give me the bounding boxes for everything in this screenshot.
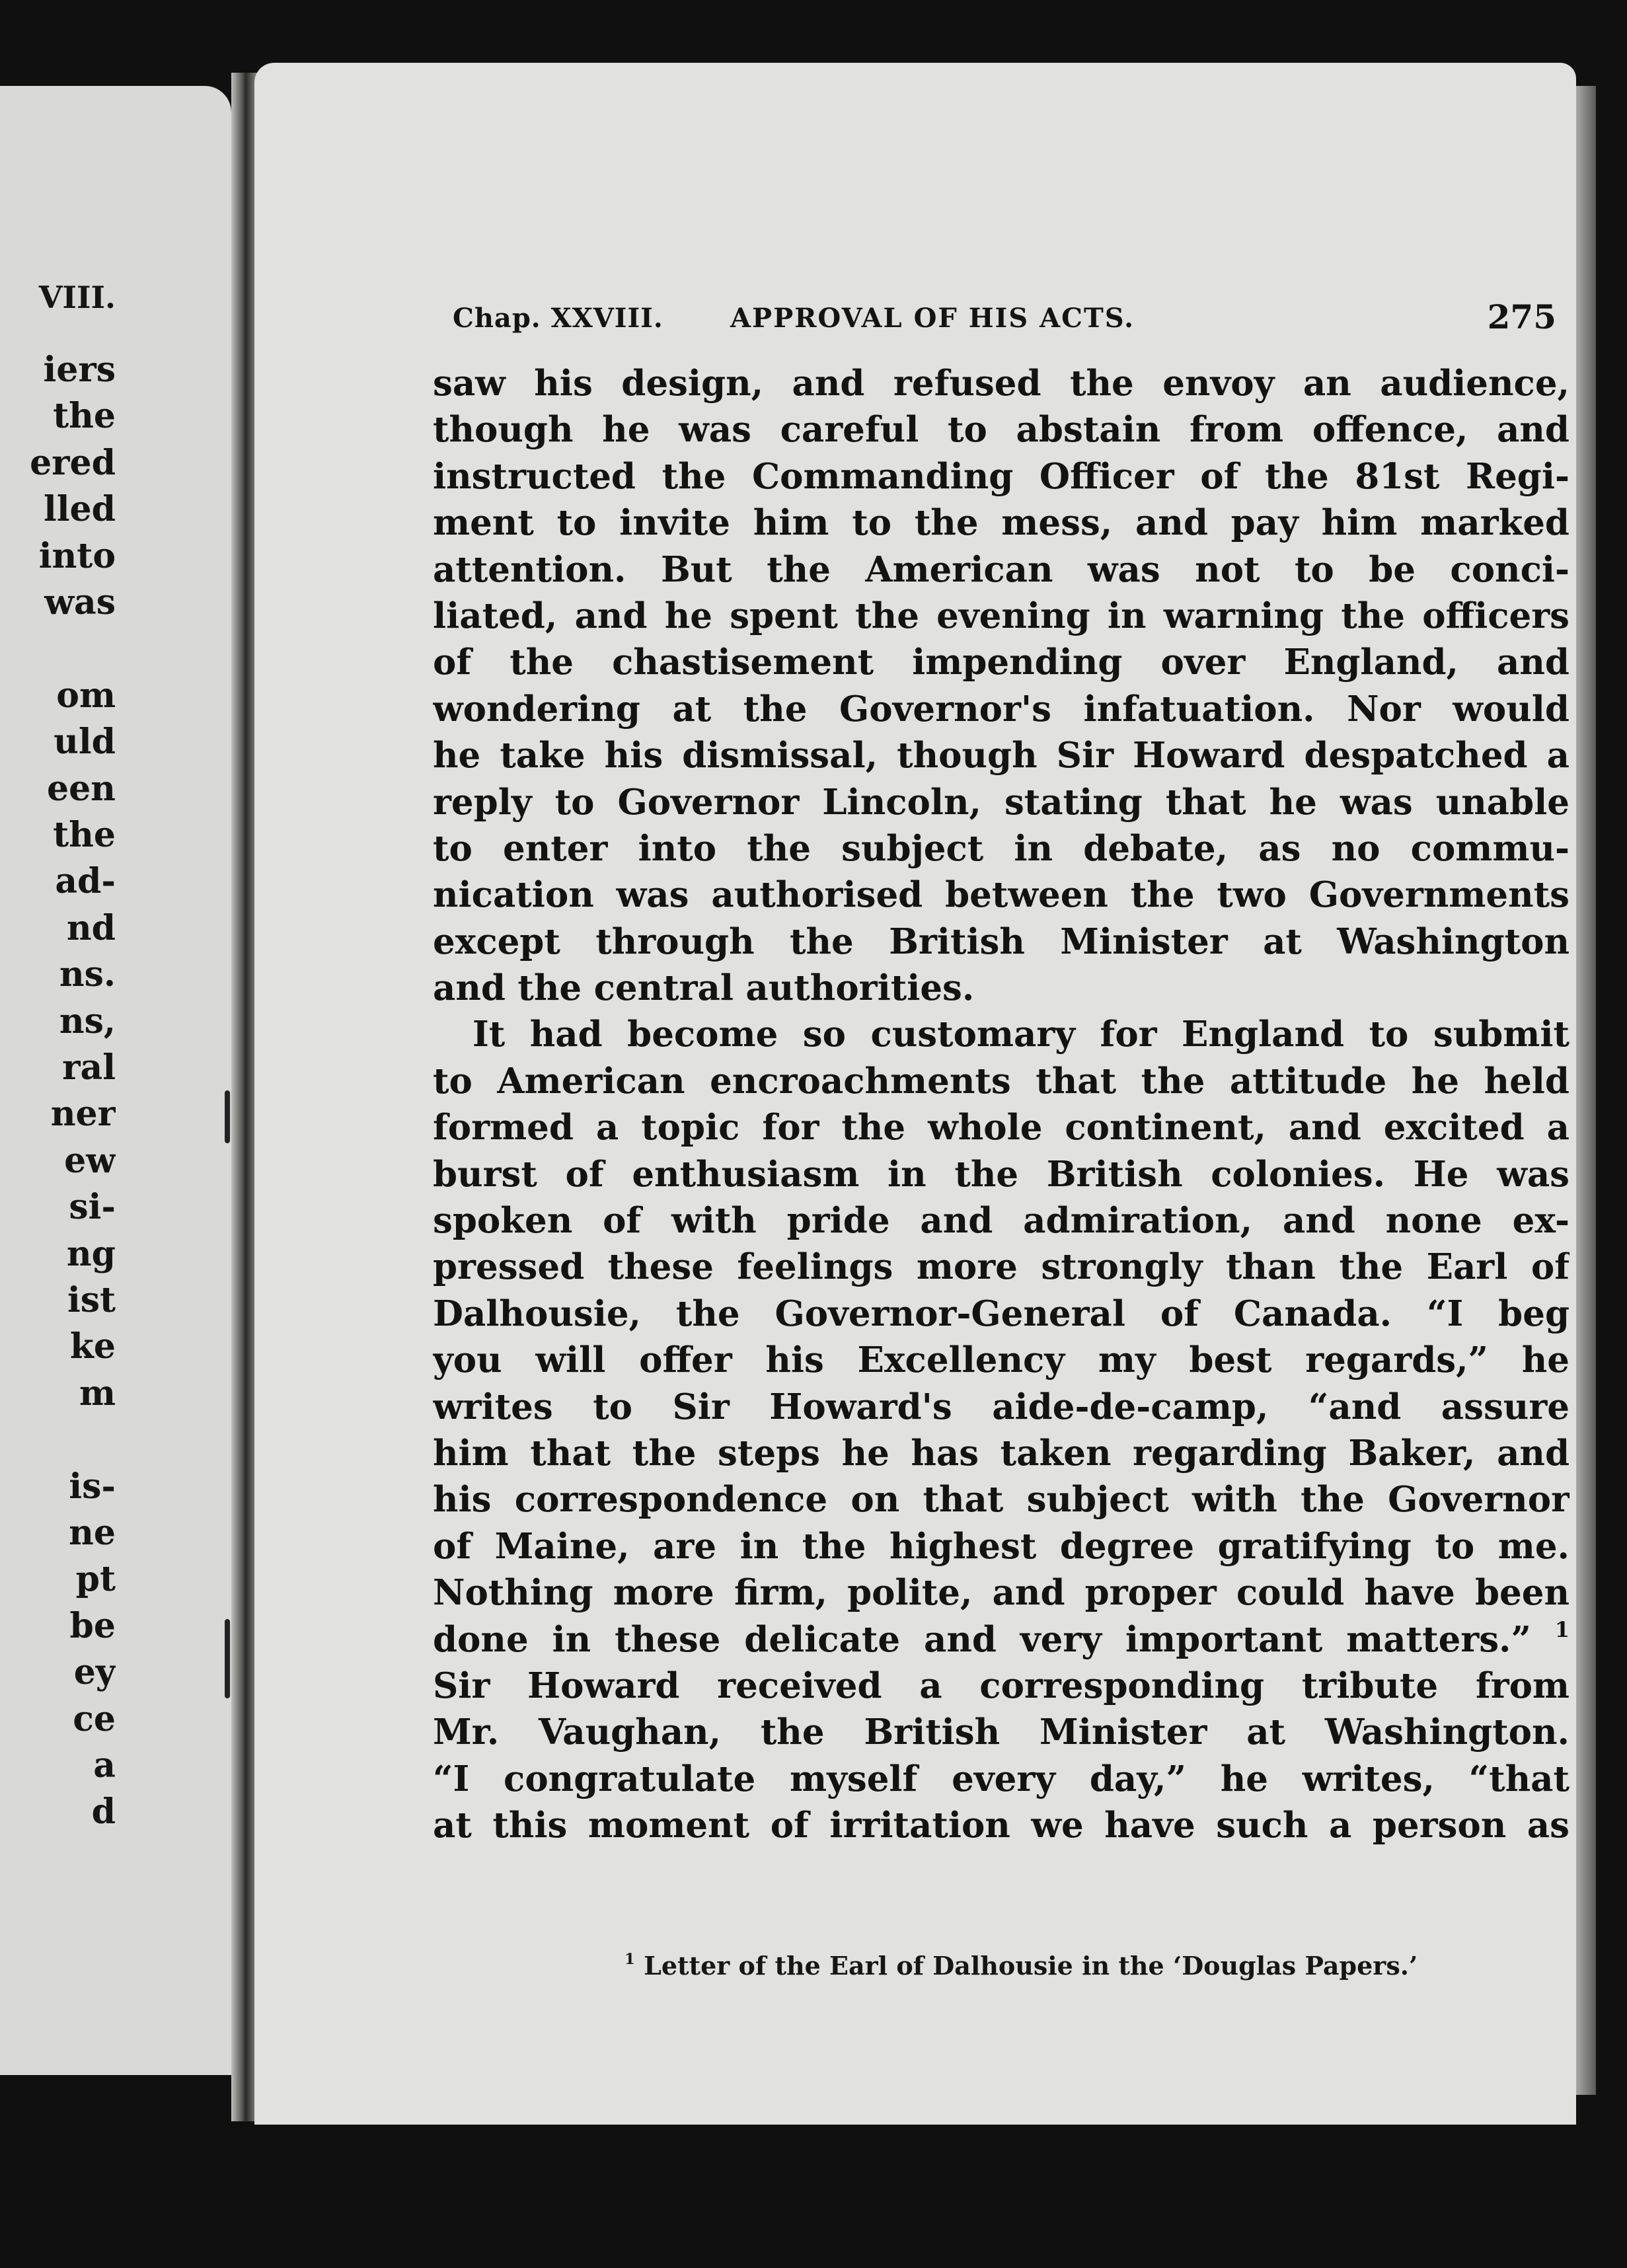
text-line: to enter into the subject in debate, as no commu-: [433, 827, 1570, 869]
previous-page-line-fragment: iers: [43, 350, 116, 390]
previous-page-line-fragment: be: [69, 1606, 116, 1646]
previous-page-line-fragment: si-: [69, 1188, 116, 1228]
text-line: burst of enthusiasm in the British colonies. He was: [433, 1153, 1570, 1195]
text-line: Dalhousie, the Governor-General of Canada. “I beg: [433, 1293, 1570, 1334]
binding-thread: [225, 1090, 230, 1143]
text-line: liated, and he spent the evening in warning the officers: [433, 595, 1570, 636]
running-head: [453, 297, 1556, 344]
text-line: It had become so customary for England to submit: [473, 1014, 1570, 1055]
footnote: [624, 1949, 1550, 1983]
chapter-label: Chap. XXVIII.: [453, 303, 663, 334]
text-line: wondering at the Governor's infatuation. Nor would: [433, 688, 1570, 730]
previous-page-line-fragment: ered: [30, 443, 116, 483]
previous-page-line-fragment: ns.: [59, 955, 116, 995]
text-line: saw his design, and refused the envoy an audience,: [433, 363, 1570, 404]
text-line: Mr. Vaughan, the British Minister at Washington.: [433, 1712, 1570, 1753]
previous-page-line-fragment: the: [53, 397, 116, 437]
text-line: nication was authorised between the two Governments: [433, 874, 1570, 916]
previous-page-line-fragment: into: [38, 536, 116, 576]
previous-page-line-fragment: uld: [54, 722, 116, 763]
text-line: his correspondence on that subject with the Governor: [433, 1479, 1570, 1521]
text-line: Sir Howard received a corresponding tribute from: [433, 1665, 1570, 1706]
previous-page-line-fragment: ew: [64, 1141, 116, 1181]
previous-page-line-fragment: ist: [67, 1281, 116, 1320]
text-line: reply to Governor Lincoln, stating that he was unable: [433, 781, 1570, 823]
footnote-marker: 1: [624, 1951, 635, 1969]
previous-page-line-fragment: is-: [69, 1466, 116, 1507]
previous-page-running-head: VIII.: [38, 280, 116, 315]
text-line: [433, 1616, 1570, 1663]
text-line: though he was careful to abstain from offence, and: [433, 409, 1570, 451]
previous-page-line-fragment: was: [44, 583, 116, 623]
text-line: to American encroachments that the attitude he held: [433, 1060, 1570, 1102]
book-page: [254, 63, 1576, 2125]
text-line: spoken of with pride and admiration, and none ex-: [433, 1200, 1570, 1242]
previous-page-line-fragment: a: [93, 1746, 116, 1786]
previous-page-line-fragment: ke: [69, 1327, 116, 1367]
body-text: [433, 360, 1570, 1849]
previous-page-line-fragment: om: [56, 675, 116, 716]
running-title: APPROVAL OF HIS ACTS.: [730, 303, 1135, 334]
previous-page-line-fragment: een: [47, 769, 116, 809]
book-gutter: [231, 73, 258, 2121]
text-line: he take his dismissal, though Sir Howard despatched a: [433, 735, 1570, 776]
previous-page-line-fragment: the: [53, 815, 116, 855]
text-line: him that the steps he has taken regarding Baker, and: [433, 1432, 1570, 1474]
page-edge: [1576, 86, 1596, 2095]
previous-page-line-fragment: ral: [62, 1048, 116, 1088]
previous-page-line-fragment: ns,: [59, 1001, 116, 1041]
text-line: and the central authorities.: [433, 967, 975, 1009]
previous-page-line-fragment: ce: [73, 1699, 116, 1739]
text-line: instructed the Commanding Officer of the 81st Regi-: [433, 455, 1570, 497]
previous-page-line-fragment: ng: [66, 1234, 116, 1274]
text-line: you will offer his Excellency my best regards,” he: [433, 1340, 1570, 1381]
previous-page-text-edge: [0, 86, 119, 2075]
text-line: pressed these feelings more strongly than the Earl of: [433, 1246, 1570, 1288]
binding-thread: [225, 1619, 230, 1698]
footnote-reference: 1: [1554, 1617, 1570, 1642]
text-line: formed a topic for the whole continent, and excited a: [433, 1107, 1570, 1149]
text-line: ment to invite him to the mess, and pay him marked: [433, 502, 1570, 544]
previous-page-line-fragment: lled: [44, 490, 116, 530]
previous-page-line-fragment: pt: [75, 1560, 116, 1600]
previous-page-line-fragment: ad-: [55, 862, 116, 902]
text-line: of the chastisement impending over England, and: [433, 642, 1570, 683]
previous-page-line-fragment: d: [91, 1792, 116, 1833]
text-line: “I congratulate myself every day,” he writes, “that: [433, 1758, 1570, 1799]
previous-page-line-fragment: ner: [50, 1094, 116, 1135]
previous-page-line-fragment: ey: [73, 1653, 116, 1693]
previous-page-line-fragment: nd: [66, 908, 116, 948]
text-line-content: done in these delicate and very important matters.”: [433, 1618, 1531, 1660]
text-line: writes to Sir Howard's aide-de-camp, “and assure: [433, 1386, 1570, 1427]
text-line: attention. But the American was not to be conci-: [433, 548, 1570, 590]
text-line: except through the British Minister at Washington: [433, 921, 1570, 962]
previous-page-fragment: [0, 86, 231, 2075]
text-line: of Maine, are in the highest degree gratifying to me.: [433, 1525, 1570, 1567]
text-line: at this moment of irritation we have such a person as: [433, 1805, 1570, 1846]
footnote-text: Letter of the Earl of Dalhousie in the ‘Douglas Papers.’: [644, 1951, 1418, 1981]
previous-page-line-fragment: ne: [69, 1513, 116, 1553]
previous-page-line-fragment: m: [79, 1373, 116, 1414]
page-number: 275: [1487, 297, 1556, 336]
text-line: Nothing more firm, polite, and proper could have been: [433, 1572, 1570, 1614]
